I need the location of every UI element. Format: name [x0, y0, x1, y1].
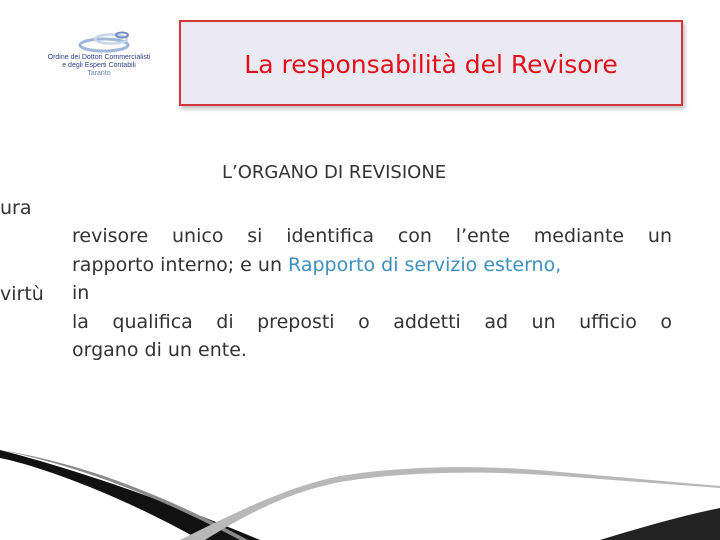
logo-line-1: Ordine dei Dottori Commercialisti: [47, 54, 151, 61]
swoosh-right-dark: [600, 508, 720, 540]
logo-line-2: e degli Esperti Contabili: [62, 62, 136, 69]
logo-swoosh-icon: [64, 30, 144, 56]
section-subtitle: L’ORGANO DI REVISIONE: [222, 162, 447, 183]
decorative-swoosh: [0, 450, 720, 540]
body-line-2: [72, 251, 672, 280]
logo-text: [30, 54, 168, 78]
cut-text-top: ura: [0, 197, 32, 219]
logo-city: Taranto: [87, 70, 111, 77]
body-line-2-prefix: rapporto interno; e un: [72, 253, 289, 276]
cut-text-mid: virtù: [0, 283, 44, 305]
body-line-5: organo di un ente.: [72, 339, 247, 361]
logo: [30, 22, 168, 104]
page-title: La responsabilità del Revisore: [244, 50, 618, 79]
body-line-3: in: [72, 282, 90, 304]
body-paragraph: [72, 222, 672, 365]
body-link-servizio-esterno[interactable]: Rapporto di servizio esterno,: [288, 253, 562, 276]
body-line-4: la qualifica di preposti o addetti ad un ufficio o: [72, 310, 672, 333]
body-line-1: revisore unico si identifica con l’ente mediante un: [72, 225, 672, 247]
title-box: [179, 20, 683, 106]
